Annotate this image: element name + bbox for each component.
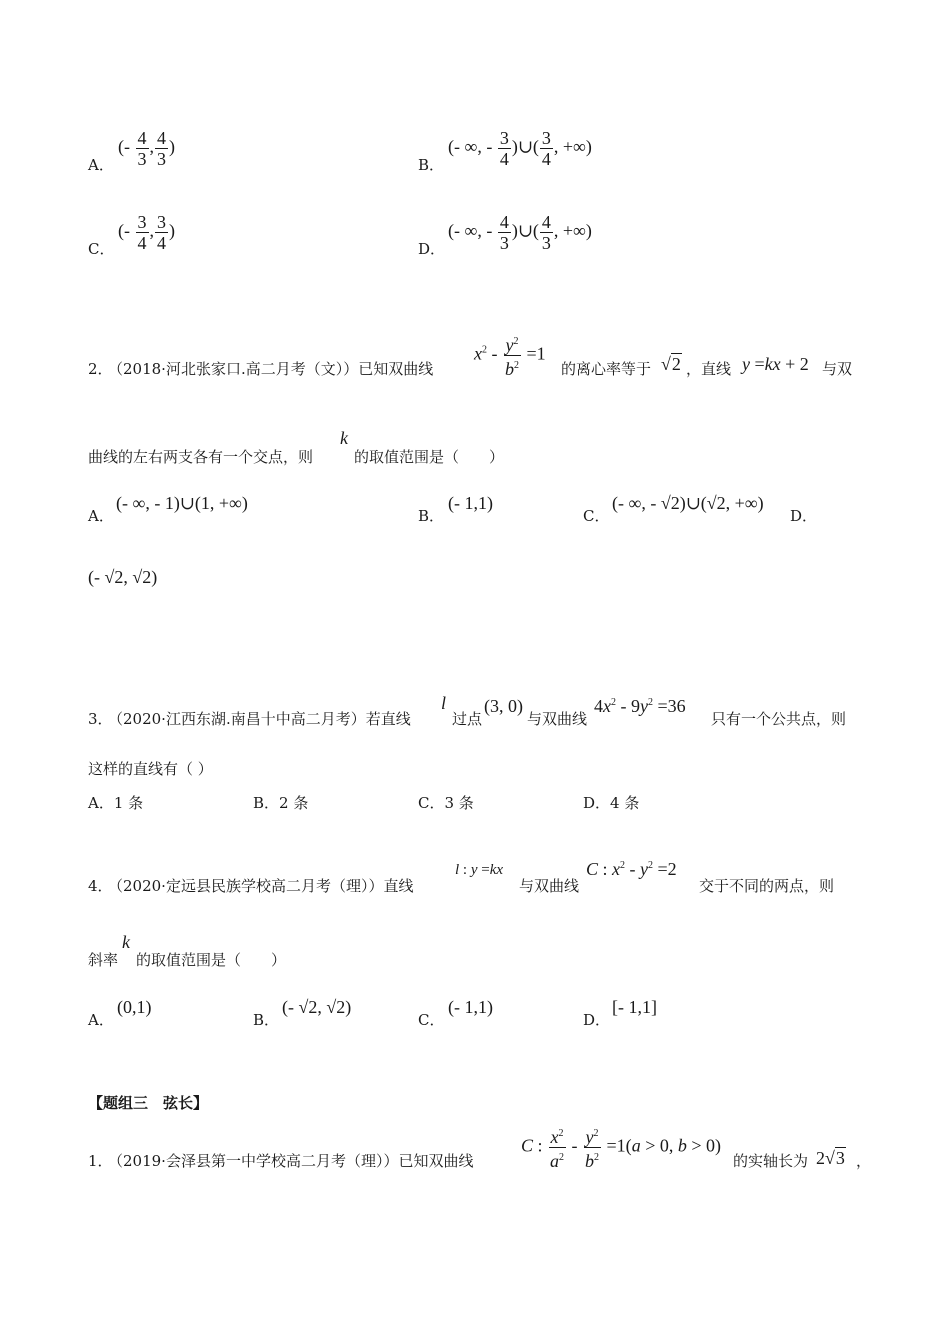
q3-hyperbola-equation: $4x^2 - 9y^2 =36$ <box>594 696 686 716</box>
s3-q1-hyperbola-equation: C : $\frac{x^2}{a^2}$ - $\frac{y^2}{b^2}$ =1(a > 0, b > 0) <box>521 1124 721 1171</box>
q3-point: (3, 0) <box>484 696 523 716</box>
q3-text-end: 只有一个公共点，则 <box>711 710 847 728</box>
q2-source: （2018·河北张家口.高二月考（文））已知双曲线 <box>108 360 434 378</box>
q4-number: 4． <box>88 877 113 895</box>
q2-option-c-label: C． <box>583 507 610 525</box>
q2-option-b-value: (- 1,1) <box>448 493 493 513</box>
s3-q1-axis-length: 2√3 <box>816 1148 845 1168</box>
q2-hyperbola-equation: $x^2$ - $\frac{y^2}{b^2}$ =1 <box>474 332 546 379</box>
q1-option-a-label: A． <box>88 156 114 174</box>
q4-option-a-label: A． <box>88 1011 114 1029</box>
s3-q1-comma: ， <box>856 1152 872 1170</box>
q4-line2: 斜率 <box>88 951 119 969</box>
q3-text-hyperbola: 与双曲线 <box>527 710 588 728</box>
q4-option-d-value: [- 1,1] <box>612 997 657 1017</box>
q2-text-line: ，直线 <box>686 360 732 378</box>
q2-option-b-label: B． <box>418 507 445 525</box>
q3-option-d: D．4 条 <box>583 794 640 812</box>
q4-hyperbola-equation: C : $x^2 - y^2 =2$ <box>586 859 677 879</box>
q3-option-a: A．1 条 <box>88 794 144 812</box>
q4-option-b-value: (- √2, √2) <box>282 997 352 1017</box>
section-heading: 【题组三 弦长】 <box>88 1094 209 1112</box>
q4-line-equation: l : y =kx <box>455 862 504 878</box>
q2-option-d-label: D． <box>790 507 818 525</box>
q4-k: k <box>122 932 130 952</box>
q4-source: （2020·定远县民族学校高二月考（理））直线 <box>108 877 414 895</box>
q2-line2-end: 的取值范围是（ ） <box>354 448 505 466</box>
s3-q1-number: 1． <box>88 1152 113 1170</box>
q3-option-b: B．2 条 <box>253 794 309 812</box>
s3-q1-text-axis: 的实轴长为 <box>733 1152 809 1170</box>
q2-option-a-value: (- ∞, - 1)∪(1, +∞) <box>116 493 248 513</box>
q4-text-hyperbola: 与双曲线 <box>519 877 580 895</box>
q2-number: 2． <box>88 360 113 378</box>
q2-sqrt2: √2 <box>661 354 681 374</box>
q2-text-end: 与双 <box>822 360 853 378</box>
q3-text-through: 过点 <box>452 710 483 728</box>
q2-line2: 曲线的左右两支各有一个交点，则 <box>88 448 314 466</box>
q4-text-end: 交于不同的两点，则 <box>699 877 835 895</box>
q3-number: 3． <box>88 710 113 728</box>
q4-option-d-label: D． <box>583 1011 611 1029</box>
s3-q1-source: （2019·会泽县第一中学校高二月考（理））已知双曲线 <box>108 1152 474 1170</box>
q2-line-equation: y =kx + 2 <box>742 354 809 374</box>
q2-option-c-value: (- ∞, - √2)∪(√2, +∞) <box>612 493 764 513</box>
q2-option-d-value: (- √2, √2) <box>88 567 158 587</box>
q1-option-b-label: B． <box>418 156 445 174</box>
q2-k: k <box>340 428 348 448</box>
q1-option-b-value: (- ∞, - $\frac{3}{4}$ )∪( $\frac{3}{4}$ , +∞) <box>448 128 592 169</box>
q4-option-c-label: C． <box>418 1011 445 1029</box>
q3-option-c: C．3 条 <box>418 794 474 812</box>
q1-option-d-label: D． <box>418 240 446 258</box>
q3-source: （2020·江西东湖.南昌十中高二月考）若直线 <box>108 710 411 728</box>
q3-line2: 这样的直线有（ ） <box>88 760 213 778</box>
q2-text-eccentricity: 的离心率等于 <box>561 360 652 378</box>
q4-line2-end: 的取值范围是（ ） <box>136 951 287 969</box>
q1-option-c-label: C． <box>88 240 115 258</box>
q4-option-b-label: B． <box>253 1011 280 1029</box>
q3-l: l <box>441 693 447 713</box>
q1-option-a-value: (- $\frac{4}{3}$ , $\frac{4}{3}$ ) <box>118 128 175 169</box>
q4-option-c-value: (- 1,1) <box>448 997 493 1017</box>
q1-option-c-value: (- $\frac{3}{4}$ , $\frac{3}{4}$ ) <box>118 212 175 253</box>
q4-option-a-value: (0,1) <box>117 997 152 1017</box>
q1-option-d-value: (- ∞, - $\frac{4}{3}$ )∪( $\frac{4}{3}$ , +∞) <box>448 212 592 253</box>
q2-option-a-label: A． <box>88 507 114 525</box>
